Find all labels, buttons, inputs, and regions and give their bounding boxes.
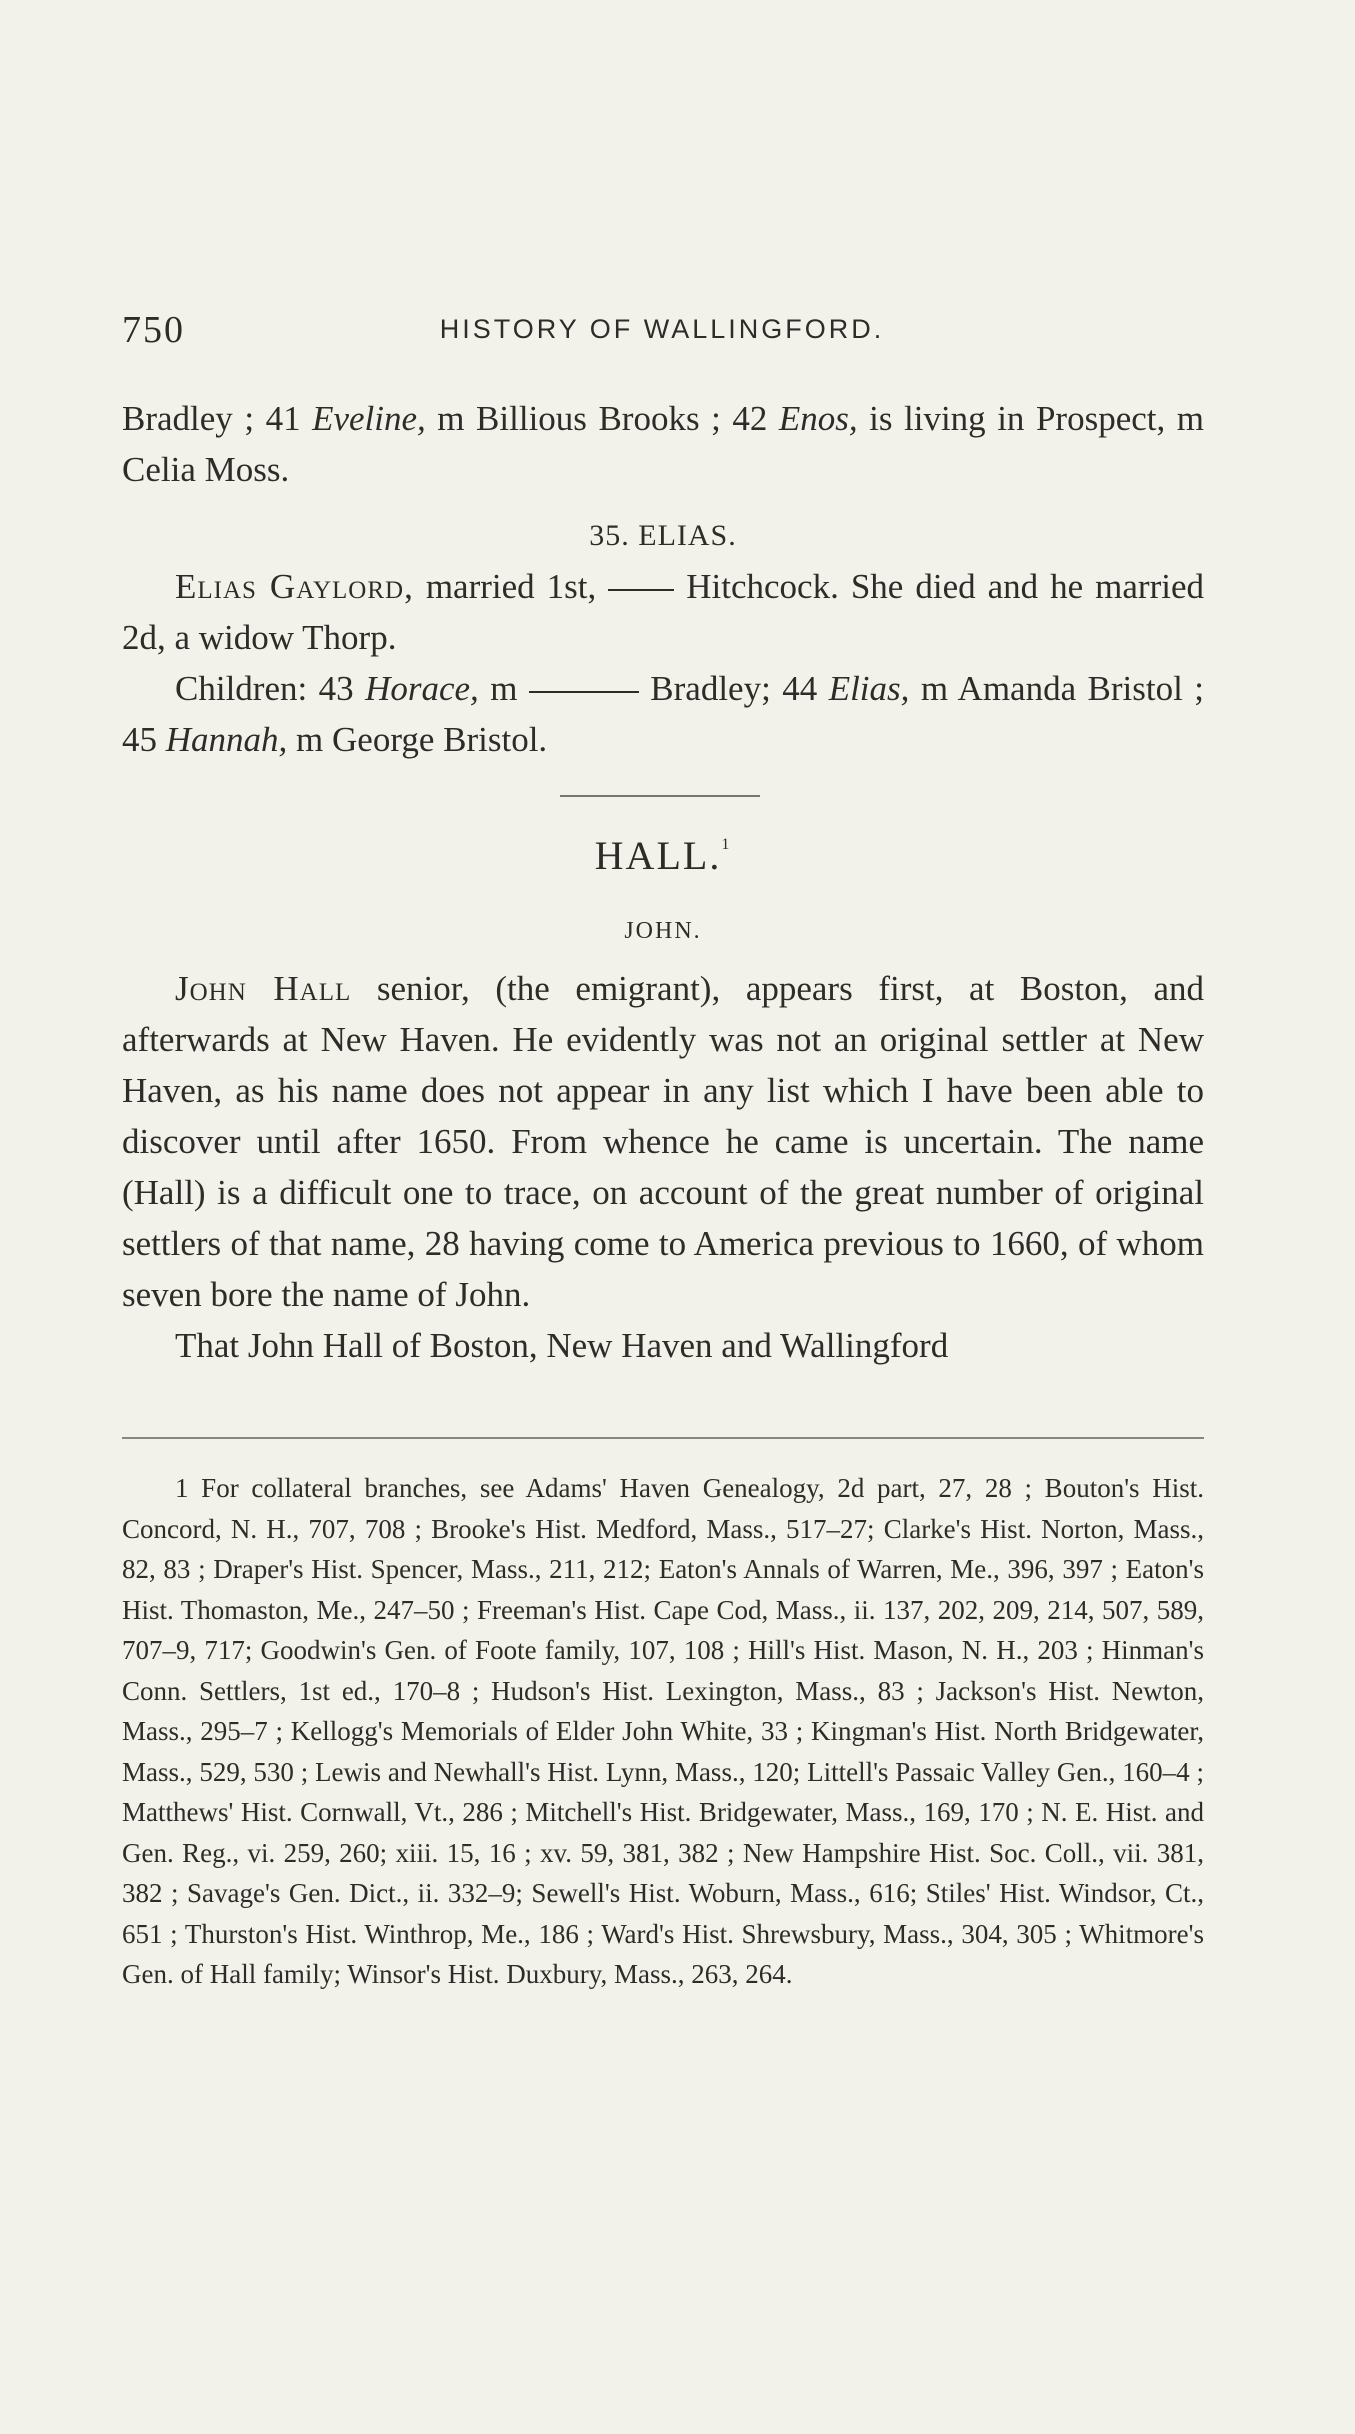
section-heading: 35. ELIAS. <box>589 519 737 552</box>
footnote-marker: 1 <box>721 836 732 853</box>
blank-dash <box>608 589 674 591</box>
hall-paragraph: John Hall senior, (the emigrant), appears first, at Boston, and afterwards at New Haven. He evidently was not an original settler at New Haven, as his name does not appear in any list which I have been able to discover until after 1650. From whence he came is uncertain. The name (Hall) is a difficult one to trace, on account of the great number of original settlers of that name, 28 having come to America previous to 1660, of whom seven bore the name of John. <box>122 969 1205 1314</box>
running-title: HISTORY OF WALLINGFORD. <box>439 314 885 344</box>
child-name: Horace, <box>365 669 479 708</box>
footnote <box>122 1468 1204 1995</box>
hall-paragraph-2: That John Hall of Boston, New Haven and Wallingford <box>175 1326 949 1365</box>
child-name: Elias, <box>828 669 910 708</box>
elias-section <box>122 510 1204 765</box>
page-header <box>122 308 1202 358</box>
child-name: Hannah, <box>165 720 288 759</box>
hall-subheading: JOHN. <box>624 918 702 944</box>
continuation-paragraph: Bradley ; 41 Eveline, m Billious Brooks ; 42 Enos, is living in Prospect, m Celia Moss. <box>122 399 1204 489</box>
child-name: Enos, <box>778 399 858 438</box>
child-name: Eveline, <box>312 399 426 438</box>
person-name: John Hall <box>175 969 352 1008</box>
children-paragraph: Children: 43 Horace, m Bradley; 44 Elias, m Amanda Bristol ; 45 Hannah, m George Bristol. <box>122 669 1204 759</box>
footnote-rule <box>122 1437 1204 1439</box>
elias-paragraph: Elias Gaylord, married 1st, Hitchcock. She died and he married 2d, a widow Thorp. <box>122 567 1204 657</box>
hall-heading: HALL.$^1$ <box>594 833 732 878</box>
person-name: Elias Gaylord, <box>175 567 414 606</box>
hall-section <box>122 963 1204 1371</box>
blank-dash <box>529 691 639 693</box>
section-divider <box>560 795 760 797</box>
footnote-text: 1 For collateral branches, see Adams' Haven Genealogy, 2d part, 27, 28 ; Bouton's Hist. Concord, N. H., 707, 708 ; Brooke's Hist. Medford, Mass., 517–27; Clarke's Hist. Norton, Mass., 82, 83 ; Draper's Hist. Spencer, Mass., 211, 212; Eaton's Annals of Warren, Me., 396, 397 ; Eaton's Hist. Thomaston, Me., 247–50 ; Freeman's Hist. Cape Cod, Mass., ii. 137, 202, 209, 214, 507, 589, 707–9, 717; Goodwin's Gen. of Foote family, 107, 108 ; Hill's Hist. Mason, N. H., 203 ; Hinman's Conn. Settlers, 1st ed., 170–8 ; Hudson's Hist. Lexington, Mass., 83 ; Jackson's Hist. Newton, Mass., 295–7 ; Kellogg's Memorials of Elder John White, 33 ; Kingman's Hist. North Bridgewater, Mass., 529, 530 ; Lewis and Newhall's Hist. Lynn, Mass., 120; Littell's Passaic Valley Gen., 160–4 ; Matthews' Hist. Cornwall, Vt., 286 ; Mitchell's Hist. Bridgewater, Mass., 169, 170 ; N. E. Hist. and Gen. Reg., vi. 259, 260; xiii. 15, 16 ; xv. 59, 381, 382 ; New Hampshire Hist. Soc. Coll., vii. 381, 382 ; Savage's Gen. Dict., ii. 332–9; Sewell's Hist. Woburn, Mass., 616; Stiles' Hist. Windsor, Ct., 651 ; Thurston's Hist. Winthrop, Me., 186 ; Ward's Hist. Shrewsbury, Mass., 304, 305 ; Whitmore's Gen. of Hall family; Winsor's Hist. Duxbury, Mass., 263, 264. <box>122 1473 1204 1989</box>
page-number: 750 <box>122 309 185 351</box>
